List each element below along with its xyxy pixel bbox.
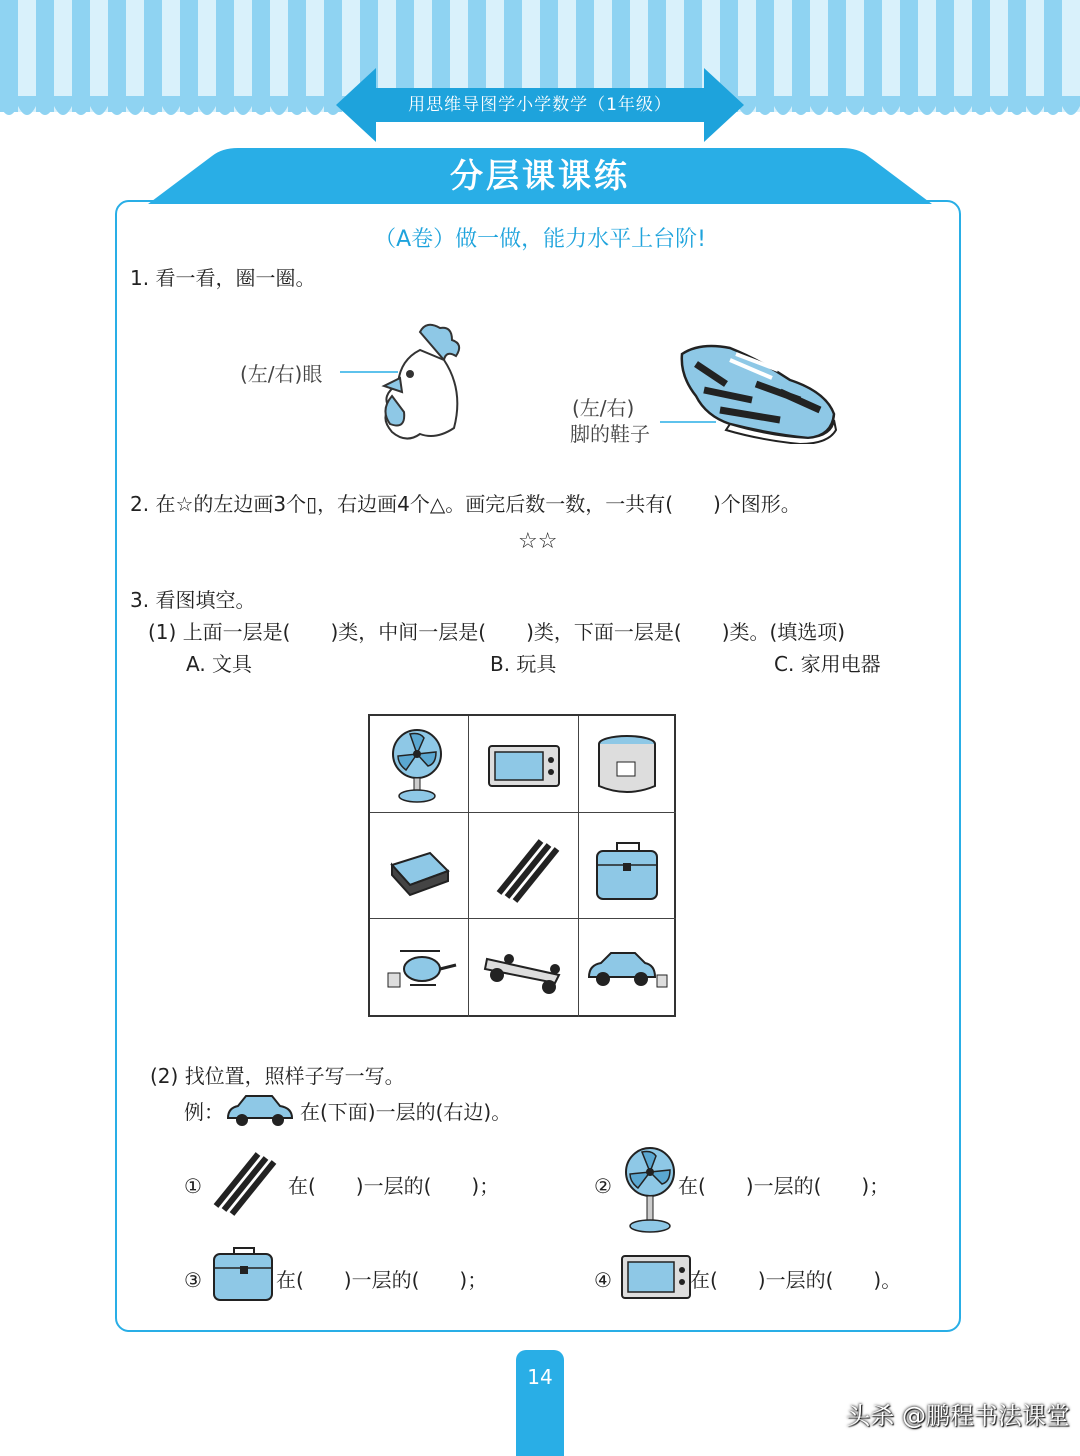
rc-car-icon bbox=[579, 919, 676, 1017]
microwave-icon bbox=[469, 716, 579, 813]
race-car-icon bbox=[469, 919, 579, 1017]
car-icon bbox=[224, 1090, 298, 1130]
book-title: 用思维导图学小学数学（1年级） bbox=[408, 95, 672, 115]
pencils-icon bbox=[210, 1148, 282, 1218]
example-prefix: 例： bbox=[184, 1100, 224, 1124]
microwave-icon bbox=[620, 1254, 692, 1300]
item2-number: ② bbox=[594, 1174, 612, 1198]
schoolbag-icon bbox=[579, 813, 676, 919]
grid-cell-top-right bbox=[579, 716, 676, 813]
pencils-icon bbox=[469, 813, 579, 919]
fan-icon bbox=[620, 1144, 680, 1234]
q3-part1-question: (1) 上面一层是( )类，中间一层是( )类，下面一层是( )类。(填选项) bbox=[148, 620, 846, 644]
q2-stars: ☆☆ bbox=[518, 529, 558, 554]
item4-number: ④ bbox=[594, 1268, 612, 1292]
book-icon bbox=[370, 813, 469, 919]
fan-icon bbox=[370, 716, 469, 813]
shoe-label-line1: (左/右) bbox=[572, 396, 635, 420]
grid-cell-top-left bbox=[370, 716, 469, 813]
grid-cell-middle-left bbox=[370, 813, 469, 919]
grid-cell-bottom-left bbox=[370, 919, 469, 1017]
watermark: 头杀 @鹏程书法课堂 bbox=[846, 1402, 1070, 1430]
grid-cell-bottom-right bbox=[579, 919, 676, 1017]
item1-number: ① bbox=[184, 1174, 202, 1198]
option-c: C. 家用电器 bbox=[774, 652, 881, 676]
schoolbag-icon bbox=[210, 1244, 276, 1304]
grid-cell-middle-right bbox=[579, 813, 676, 919]
items-grid bbox=[368, 714, 676, 1017]
q2-title: 2. 在☆的左边画3个▯，右边画4个△。画完后数一数，一共有( )个图形。 bbox=[130, 492, 801, 516]
item3-text: 在( )一层的( )； bbox=[276, 1268, 488, 1292]
q3-part2-title: (2) 找位置，照样子写一写。 bbox=[150, 1064, 405, 1088]
subtitle: （A卷）做一做，能力水平上台阶! bbox=[374, 227, 706, 252]
item3-number: ③ bbox=[184, 1268, 202, 1292]
item4-text: 在( )一层的( )。 bbox=[690, 1268, 902, 1292]
rice-cooker-icon bbox=[579, 716, 676, 813]
rooster-label: (左/右)眼 bbox=[240, 362, 323, 386]
shoe-label-line2: 脚的鞋子 bbox=[570, 422, 650, 446]
item2-text: 在( )一层的( )； bbox=[678, 1174, 890, 1198]
page-number: 14 bbox=[527, 1365, 553, 1389]
item1-text: 在( )一层的( )； bbox=[288, 1174, 500, 1198]
grid-cell-middle-middle bbox=[469, 813, 579, 919]
option-b: B. 玩具 bbox=[490, 652, 557, 676]
grid-cell-bottom-middle bbox=[469, 919, 579, 1017]
grid-cell-top-middle bbox=[469, 716, 579, 813]
option-a: A. 文具 bbox=[186, 652, 253, 676]
q3-title: 3. 看图填空。 bbox=[130, 588, 256, 612]
section-title: 分层课课练 bbox=[450, 156, 630, 195]
example-text: 在(下面)一层的(右边)。 bbox=[300, 1100, 512, 1124]
rooster-icon bbox=[340, 320, 470, 446]
q1-title: 1. 看一看，圈一圈。 bbox=[130, 266, 316, 290]
sneaker-icon bbox=[660, 340, 840, 444]
rc-helicopter-icon bbox=[370, 919, 469, 1017]
